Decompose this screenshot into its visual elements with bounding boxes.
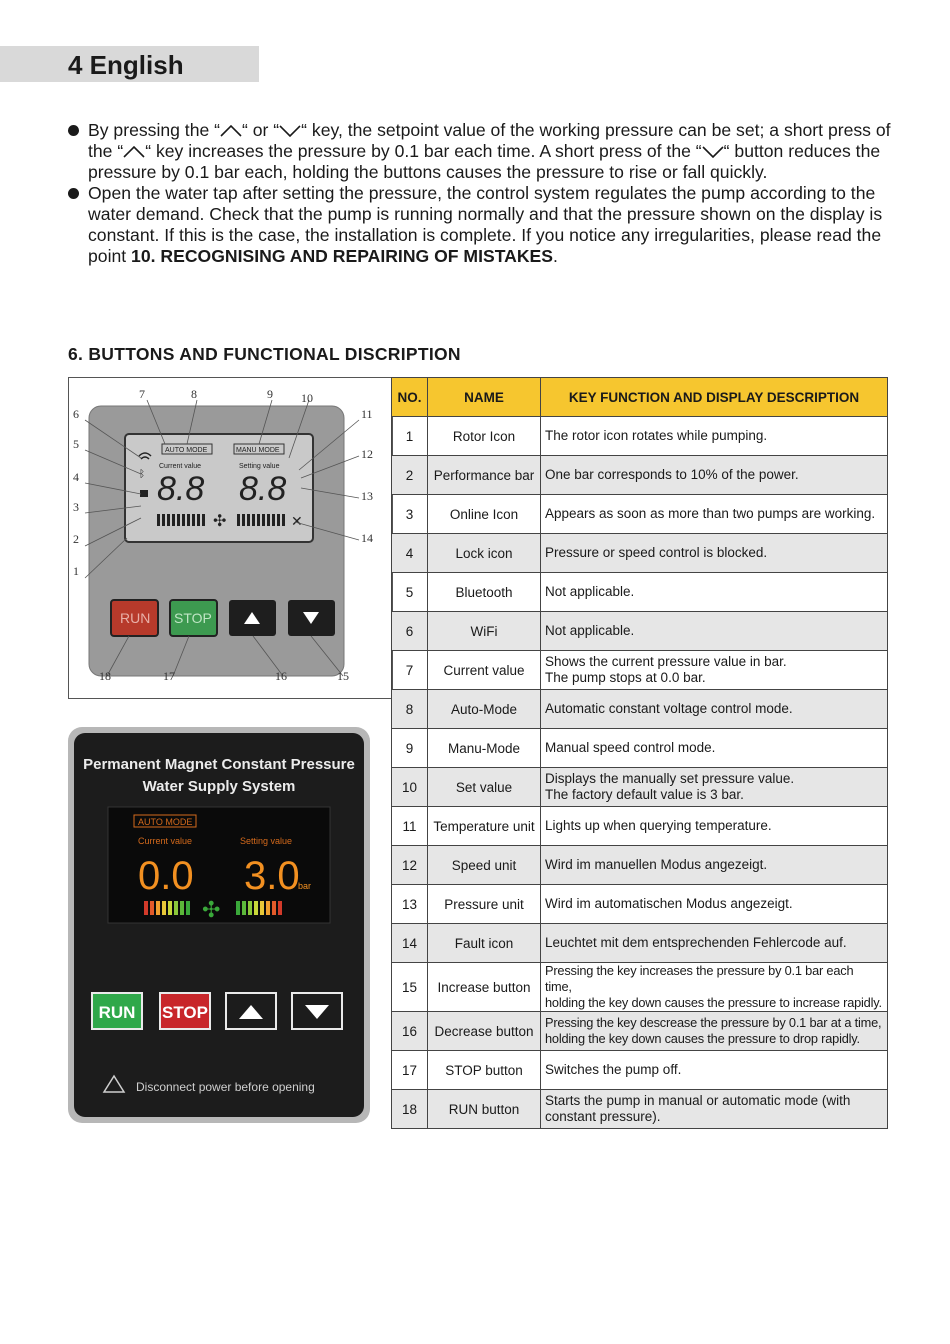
page-header bbox=[0, 46, 259, 82]
table-row bbox=[392, 846, 888, 885]
table-row bbox=[392, 417, 888, 456]
row-desc-line2: The factory default value is 3 bar. bbox=[545, 787, 744, 802]
row-no: 5 bbox=[392, 573, 428, 612]
row-name: Online Icon bbox=[428, 495, 541, 534]
row-desc-line1: Starts the pump in manual or automatic mode (with bbox=[545, 1093, 851, 1108]
row-desc: Leuchtet mit dem entsprechenden Fehlercode auf. bbox=[541, 924, 888, 963]
row-desc bbox=[541, 768, 888, 807]
controller-photo bbox=[68, 727, 370, 1123]
svg-text:8: 8 bbox=[191, 387, 197, 401]
chevron-up-icon bbox=[123, 146, 145, 158]
row-desc: Switches the pump off. bbox=[541, 1051, 888, 1090]
row-desc bbox=[541, 651, 888, 690]
row-desc: Automatic constant voltage control mode. bbox=[541, 690, 888, 729]
intro-text: By pressing the “ bbox=[88, 120, 221, 140]
photo-run-label: RUN bbox=[98, 1003, 136, 1022]
row-no: 11 bbox=[392, 807, 428, 846]
row-name: Temperature unit bbox=[428, 807, 541, 846]
diagram-auto-mode-label: AUTO MODE bbox=[165, 447, 208, 454]
row-no: 3 bbox=[392, 495, 428, 534]
bullet-item bbox=[68, 120, 898, 183]
svg-text:3: 3 bbox=[73, 500, 79, 514]
svg-text:11: 11 bbox=[361, 407, 373, 421]
reference-link-text: 10. RECOGNISING AND REPAIRING OF MISTAKES bbox=[131, 246, 554, 266]
row-no: 15 bbox=[392, 963, 428, 1012]
table-row bbox=[392, 963, 888, 1012]
row-desc: Not applicable. bbox=[541, 573, 888, 612]
svg-text:9: 9 bbox=[267, 387, 273, 401]
photo-stop-label: STOP bbox=[162, 1003, 208, 1022]
intro-text: “ key, the setpoint value of the working pressure can be set; a short press of the “ bbox=[88, 120, 891, 161]
table-header-row bbox=[392, 378, 888, 417]
row-no: 2 bbox=[392, 456, 428, 495]
diagram-svg bbox=[69, 378, 392, 698]
row-name: Speed unit bbox=[428, 846, 541, 885]
diagram-run-label: RUN bbox=[120, 610, 151, 626]
row-no: 9 bbox=[392, 729, 428, 768]
svg-text:17: 17 bbox=[163, 669, 175, 683]
page-title: 4 English bbox=[68, 50, 184, 80]
row-desc bbox=[541, 1012, 888, 1051]
row-desc-line2: constant pressure). bbox=[545, 1109, 661, 1124]
row-desc: Lights up when querying temperature. bbox=[541, 807, 888, 846]
row-desc: Appears as soon as more than two pumps are working. bbox=[541, 495, 888, 534]
row-no: 4 bbox=[392, 534, 428, 573]
row-name: Fault icon bbox=[428, 924, 541, 963]
svg-text:2: 2 bbox=[73, 532, 79, 546]
row-name: Manu-Mode bbox=[428, 729, 541, 768]
intro-text: “ button reduces the pressure by 0.1 bar each, holding the buttons causes the pressure to rise or fall quickly. bbox=[88, 141, 881, 182]
svg-text:13: 13 bbox=[361, 489, 373, 503]
diagram-digits-left: 8.8 bbox=[157, 470, 205, 508]
row-name: Set value bbox=[428, 768, 541, 807]
row-no: 17 bbox=[392, 1051, 428, 1090]
table-row bbox=[392, 768, 888, 807]
svg-text:4: 4 bbox=[73, 470, 79, 484]
diagram-setting-label: Setting value bbox=[239, 463, 280, 470]
row-desc: One bar corresponds to 10% of the power. bbox=[541, 456, 888, 495]
table-row bbox=[392, 651, 888, 690]
row-name: Current value bbox=[428, 651, 541, 690]
table-row bbox=[392, 885, 888, 924]
row-desc: Pressure or speed control is blocked. bbox=[541, 534, 888, 573]
intro-text: “ key increases the pressure by 0.1 bar each time. A short press of the “ bbox=[145, 141, 702, 161]
row-desc: Wird im automatischen Modus angezeigt. bbox=[541, 885, 888, 924]
table-row bbox=[392, 1012, 888, 1051]
row-name: Decrease button bbox=[428, 1012, 541, 1051]
row-name: Lock icon bbox=[428, 534, 541, 573]
chevron-down-icon bbox=[279, 125, 301, 137]
bullet-item bbox=[68, 183, 898, 267]
svg-text:7: 7 bbox=[139, 387, 145, 401]
diagram-current-label: Current value bbox=[159, 463, 202, 470]
row-desc bbox=[541, 963, 888, 1012]
photo-unit-label: bar bbox=[298, 881, 312, 891]
row-no: 6 bbox=[392, 612, 428, 651]
chevron-down-icon bbox=[702, 146, 724, 158]
svg-text:10: 10 bbox=[301, 391, 313, 405]
svg-text:16: 16 bbox=[275, 669, 287, 683]
table-row bbox=[392, 456, 888, 495]
row-no: 18 bbox=[392, 1090, 428, 1129]
row-no: 14 bbox=[392, 924, 428, 963]
row-no: 16 bbox=[392, 1012, 428, 1051]
photo-current-value: 0.0 bbox=[138, 854, 194, 898]
table-row bbox=[392, 573, 888, 612]
table-row bbox=[392, 729, 888, 768]
svg-text:6: 6 bbox=[73, 407, 79, 421]
row-no: 8 bbox=[392, 690, 428, 729]
table-row bbox=[392, 534, 888, 573]
bluetooth-icon: ᛒ bbox=[139, 469, 145, 480]
row-name: Pressure unit bbox=[428, 885, 541, 924]
row-name: WiFi bbox=[428, 612, 541, 651]
rotor-icon: ✣ bbox=[213, 513, 227, 530]
bullet-dot-icon bbox=[68, 188, 79, 199]
photo-title-line1: Permanent Magnet Constant Pressure bbox=[83, 756, 355, 773]
svg-text:1: 1 bbox=[73, 564, 79, 578]
row-desc-line1: Pressing the key increases the pressure by 0.1 bar each time, bbox=[545, 963, 854, 994]
photo-setting-label: Setting value bbox=[240, 836, 293, 846]
photo-warning-text: Disconnect power before opening bbox=[136, 1080, 315, 1094]
row-desc: Manual speed control mode. bbox=[541, 729, 888, 768]
chevron-up-icon bbox=[220, 125, 242, 137]
row-desc-line2: holding the key down causes the pressure to increase rapidly. bbox=[545, 995, 882, 1010]
row-no: 10 bbox=[392, 768, 428, 807]
row-desc-line2: The pump stops at 0.0 bar. bbox=[545, 670, 706, 685]
row-desc: Wird im manuellen Modus angezeigt. bbox=[541, 846, 888, 885]
table-row bbox=[392, 612, 888, 651]
table-row bbox=[392, 1090, 888, 1129]
row-desc: Not applicable. bbox=[541, 612, 888, 651]
fault-icon: ✕ bbox=[291, 515, 303, 530]
intro-text: “ or “ bbox=[242, 120, 280, 140]
row-desc-line1: Shows the current pressure value in bar. bbox=[545, 654, 787, 669]
intro-text: Open the water tap after setting the pressure, the control system regulates the pump according to the water demand. Check that the pump is running normally and that the pressure shown on the display is constant. If this is the case, the installation is complete. If you notice any irregularities, please read the point bbox=[88, 183, 883, 266]
photo-current-label: Current value bbox=[138, 836, 193, 846]
intro-text: . bbox=[553, 246, 558, 266]
row-desc-line2: holding the key down causes the pressure to drop rapidly. bbox=[545, 1031, 860, 1046]
control-panel-diagram bbox=[68, 377, 393, 699]
svg-text:18: 18 bbox=[99, 669, 111, 683]
intro-bullets bbox=[68, 120, 898, 267]
row-no: 12 bbox=[392, 846, 428, 885]
function-table bbox=[391, 377, 888, 1129]
row-desc: The rotor icon rotates while pumping. bbox=[541, 417, 888, 456]
row-name: STOP button bbox=[428, 1051, 541, 1090]
row-no: 1 bbox=[392, 417, 428, 456]
row-name: RUN button bbox=[428, 1090, 541, 1129]
bullet-dot-icon bbox=[68, 125, 79, 136]
table-row bbox=[392, 1051, 888, 1090]
row-desc bbox=[541, 1090, 888, 1129]
table-row bbox=[392, 495, 888, 534]
svg-text:12: 12 bbox=[361, 447, 373, 461]
col-header-no: NO. bbox=[392, 378, 428, 417]
table-row bbox=[392, 690, 888, 729]
row-name: Auto-Mode bbox=[428, 690, 541, 729]
photo-title-line2: Water Supply System bbox=[142, 778, 296, 795]
col-header-description: KEY FUNCTION AND DISPLAY DESCRIPTION bbox=[541, 378, 888, 417]
row-name: Rotor Icon bbox=[428, 417, 541, 456]
row-desc-line1: Displays the manually set pressure value. bbox=[545, 771, 795, 786]
row-name: Bluetooth bbox=[428, 573, 541, 612]
svg-text:5: 5 bbox=[73, 437, 79, 451]
row-name: Increase button bbox=[428, 963, 541, 1012]
photo-mode-label: AUTO MODE bbox=[138, 817, 193, 827]
controller-photo-svg bbox=[68, 727, 370, 1123]
rotor-icon: ✣ bbox=[202, 897, 221, 922]
photo-setting-value: 3.0 bbox=[244, 854, 300, 898]
row-desc-line1: Pressing the key descrease the pressure by 0.1 bar at a time, bbox=[545, 1015, 882, 1030]
diagram-manu-mode-label: MANU MODE bbox=[236, 447, 280, 454]
col-header-name: NAME bbox=[428, 378, 541, 417]
row-name: Performance bar bbox=[428, 456, 541, 495]
table-row bbox=[392, 807, 888, 846]
row-no: 7 bbox=[392, 651, 428, 690]
lock-icon bbox=[140, 490, 148, 497]
table-row bbox=[392, 924, 888, 963]
row-no: 13 bbox=[392, 885, 428, 924]
svg-text:14: 14 bbox=[361, 531, 373, 545]
svg-text:15: 15 bbox=[337, 669, 349, 683]
section-title: 6. BUTTONS AND FUNCTIONAL DISCRIPTION bbox=[68, 344, 461, 364]
diagram-digits-right: 8.8 bbox=[239, 470, 287, 508]
diagram-stop-label: STOP bbox=[174, 610, 212, 626]
